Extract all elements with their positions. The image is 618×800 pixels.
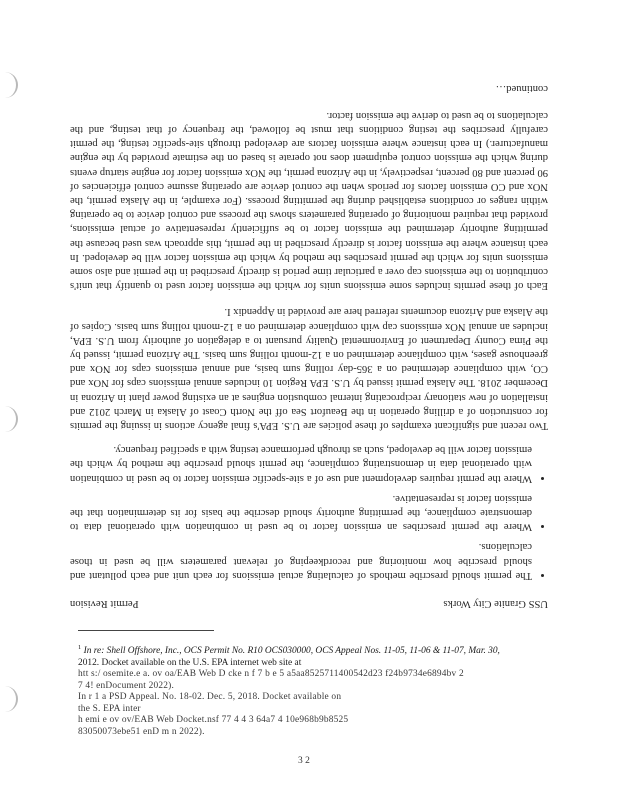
footnote-number: 1 — [78, 644, 82, 651]
footnote-url-line: h emi e ov ov/EAB Web Docket.nsf 77 4 4 3 64a7 4 10e968b9b8525 — [78, 715, 349, 726]
bullet-item: • Where the permit prescribes an emission factor to be used in combination with operational data to demonstrate compliance, the permitting authority should describe the basis for its determination that the emission factor is representative. — [70, 491, 532, 534]
footnote-url-line: 83050073ebe51 enD m n 2022). — [78, 726, 205, 737]
punch-hole — [0, 406, 18, 432]
paragraph-emission-factors: Each of these permits includes some emissions units for which the emission factor used to quantify that unit's contribution to the emissions cap over a particular time period is directly prescribed in the permit and also some emissions units for which the permit prescribes the method by which the emission factor will be developed. In each instance where the emission factor is directly prescribed in the permit, this approach was used because the permitting authority determined the emission factor to be sufficiently representative of actual emissions, provided that required monitoring of operating parameters shows the process and control device to be operating within ranges or conditions established during the permitting process. (For example, in the Alaska permit, the NOx and CO emission factors for periods when the control device are operating assume control efficiencies of 90 percent and 80 percent, respectively, in the Arizona permit, the NOx emission factor for engine startup events during which the emission control equipment does not operate is based on the estimate provided by the engine manufacturer.) In each instance where emission factors are developed through site-specific testing, the permit carefully prescribes the testing conditions that must be followed, the frequency of that testing, and the calculations to be used to derive the emission factor. — [70, 109, 548, 292]
footnote-separator — [78, 630, 214, 631]
footnote-line: 2012. Docket available on the U.S. EPA internet web site at — [78, 657, 302, 668]
paragraph-examples: Two recent and significant examples of these policies are U.S. EPA's final agency actions in issuing the permits for construction of a drilling operation in the Beaufort Sea off the North Coast of Alaska in March 2012 and installation of new stationary reciprocating internal combustion engines at an existing power plant in Arizona in December 2018. The Alaska permit issued by U.S. EPA Region 10 includes annual emissions caps for NOx and CO, with compliance determined on a 365-day rolling sum basis, and annual emissions caps for NOx and greenhouse gases, with compliance determined on a 12-month rolling sum basis. The Arizona permit, issued by the Pima County Department of Environmental Quality pursuant to a delegation of authority from U.S. EPA, includes an annual NOx emissions cap with compliance determined on a 12-month rolling sum basis. Copies of the Alaska and Arizona documents referred here are provided in Appendix I. — [70, 306, 548, 431]
running-header — [70, 596, 548, 610]
footnote-line: In re: Shell Offshore, Inc., OCS Permit No. R10 OCS030000, OCS Appeal Nos. 11-05, 11-06 & 11-07, Mar. 30, — [83, 646, 500, 657]
bullet-item: • The permit should prescribe methods of calculating actual emissions for each unit and each pollutant and should prescribe how monitoring and recordkeeping of relevant parameters will be used in those calculations. — [70, 539, 532, 582]
footnote-2 — [78, 692, 548, 738]
bullet-list — [70, 442, 548, 582]
footnote-url-line: 7 4! enDocument 2022). — [78, 680, 175, 691]
footnote-line: the S. EPA inter — [78, 703, 141, 714]
page-number: 3 2 — [298, 756, 310, 766]
punch-hole — [0, 72, 18, 98]
footnote-1 — [78, 642, 548, 693]
header-right: Permit Revision — [70, 598, 139, 609]
continuation-marker: continued… — [495, 83, 548, 95]
upside-down-body-text — [70, 38, 548, 610]
bullet-item: • Where the permit requires development and use of a site-specific emission factor to be used in combination with operational data in demonstrating compliance, the permit should prescribe the method by which the emission factor will be developed, such as through performance testing with a specified frequency. — [70, 442, 532, 485]
header-left: USS Granite City Works — [443, 598, 548, 609]
footnote-line: In r 1 a PSD Appeal. No. 18-02. Dec. 5, 2018. Docket available on — [78, 692, 342, 702]
footnote-url-line: htt s:/ osemite.e a. ov oa/EAB Web D cke n f 7 b e 5 a5aa8525711400542d23 f24b9734e6894bv 2 — [78, 669, 464, 680]
punch-hole — [0, 686, 18, 712]
